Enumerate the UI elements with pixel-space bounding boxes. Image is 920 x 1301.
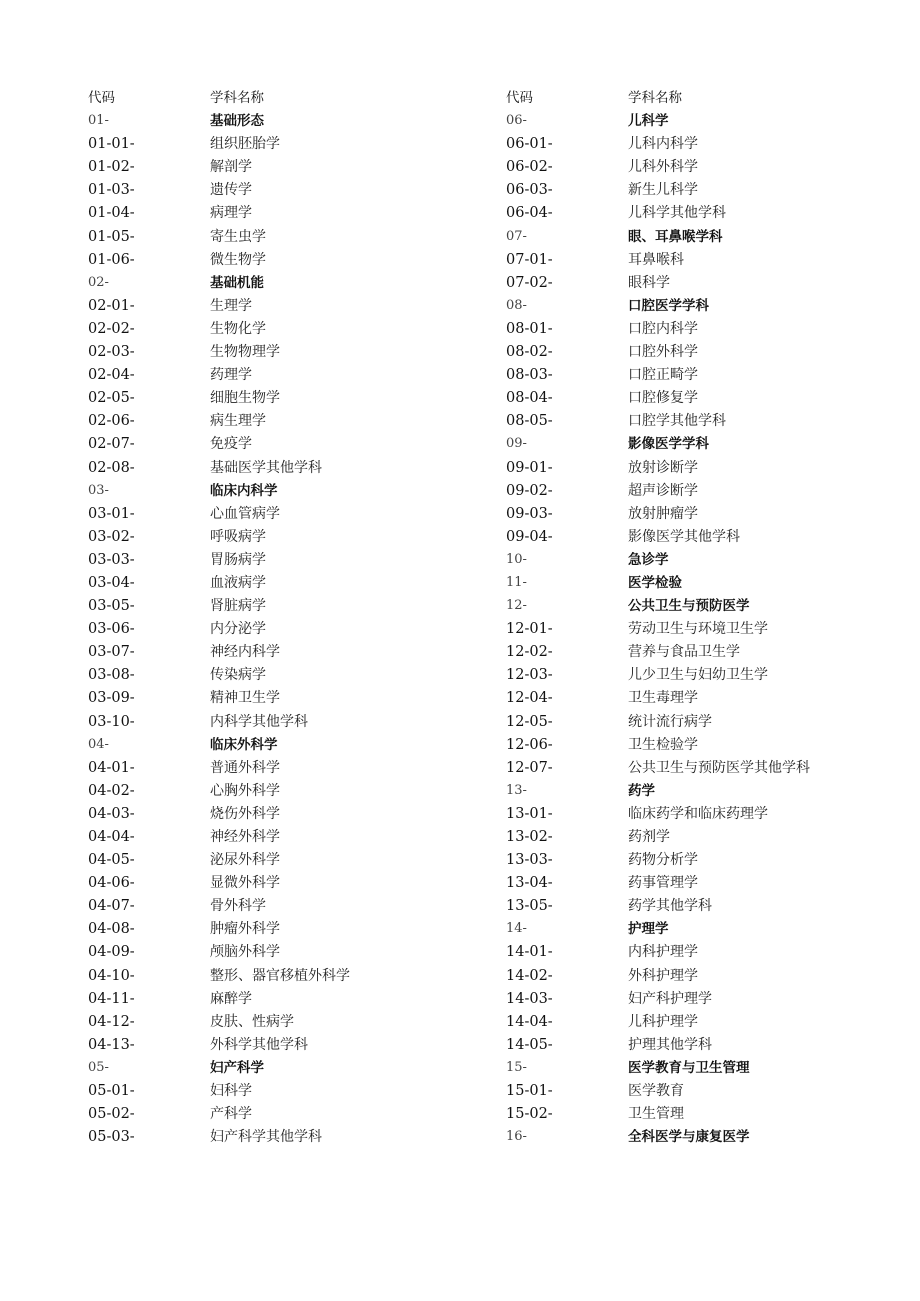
subject-name: 新生儿科学	[628, 182, 698, 199]
subject-name: 药事管理学	[628, 875, 698, 892]
subject-code: 12-01-	[506, 621, 553, 638]
subject-code: 09-03-	[506, 505, 553, 522]
subject-code: 13-05-	[506, 898, 553, 915]
subject-name: 细胞生物学	[210, 390, 280, 407]
subject-code: 07-01-	[506, 251, 553, 268]
subject-code: 03-01-	[88, 505, 135, 522]
subject-code: 03-09-	[88, 690, 135, 707]
subject-code: 12-03-	[506, 667, 553, 684]
subject-code: 13-04-	[506, 875, 553, 892]
subject-name: 儿科内科学	[628, 136, 698, 153]
subject-code: 06-02-	[506, 159, 553, 176]
subject-code: 04-13-	[88, 1036, 135, 1053]
subject-code: 05-02-	[88, 1106, 135, 1123]
subject-code: 01-04-	[88, 205, 135, 222]
subject-name: 儿科外科学	[628, 159, 698, 176]
subject-name: 生理学	[210, 297, 252, 314]
subject-name: 护理其他学科	[628, 1036, 712, 1053]
subject-name: 整形、器官移植外科学	[210, 967, 350, 984]
category-name: 急诊学	[628, 551, 669, 568]
subject-name: 神经外科学	[210, 829, 280, 845]
subject-name: 烧伤外科学	[210, 805, 280, 822]
subject-code: 13-	[506, 782, 527, 798]
subject-name: 泌尿外科学	[210, 852, 280, 869]
subject-name: 口腔正畸学	[628, 367, 698, 384]
subject-code: 03-07-	[88, 644, 135, 661]
code-header: 代码	[506, 90, 533, 106]
category-name: 医学检验	[628, 574, 682, 591]
subject-code: 04-12-	[88, 1013, 135, 1030]
subject-code: 03-	[88, 482, 109, 498]
subject-code: 09-01-	[506, 459, 553, 476]
subject-code: 12-04-	[506, 690, 553, 707]
subject-code: 01-05-	[88, 228, 135, 245]
subject-name: 血液病学	[210, 574, 266, 591]
subject-name: 劳动卫生与环境卫生学	[628, 621, 768, 638]
subject-code: 14-	[506, 921, 527, 937]
subject-name: 微生物学	[210, 251, 266, 268]
subject-name: 超声诊断学	[628, 482, 698, 499]
subject-code: 08-	[506, 297, 527, 313]
category-name: 医学教育与卫生管理	[628, 1059, 750, 1076]
subject-name: 神经内科学	[210, 644, 280, 661]
subject-name: 心胸外科学	[210, 782, 280, 799]
subject-name: 儿科学其他学科	[628, 205, 726, 222]
subject-code: 02-05-	[88, 390, 135, 407]
subject-code: 12-	[506, 598, 527, 614]
subject-name: 普通外科学	[210, 759, 280, 776]
category-name: 基础机能	[210, 274, 264, 291]
subject-name: 外科学其他学科	[210, 1036, 308, 1053]
subject-code: 16-	[506, 1129, 527, 1145]
subject-code: 14-03-	[506, 990, 553, 1007]
subject-code: 05-	[88, 1059, 109, 1075]
subject-code: 02-01-	[88, 297, 135, 314]
category-name: 妇产科学	[210, 1059, 264, 1076]
subject-name: 皮肤、性病学	[210, 1013, 294, 1030]
category-name: 口腔医学学科	[628, 297, 709, 314]
subject-code: 09-02-	[506, 482, 553, 499]
subject-name: 药理学	[210, 367, 252, 384]
subject-name: 组织胚胎学	[210, 136, 280, 153]
subject-code: 13-02-	[506, 829, 553, 845]
subject-code: 14-04-	[506, 1013, 553, 1030]
subject-name: 妇科学	[210, 1083, 252, 1100]
subject-code: 01-02-	[88, 159, 135, 176]
subject-name: 放射肿瘤学	[628, 505, 698, 522]
subject-code: 04-01-	[88, 759, 135, 776]
subject-name: 儿少卫生与妇幼卫生学	[628, 667, 768, 684]
subject-code: 05-01-	[88, 1083, 135, 1100]
subject-code: 04-06-	[88, 875, 135, 892]
subject-code: 02-07-	[88, 436, 135, 453]
subject-name: 病理学	[210, 205, 252, 222]
subject-code: 01-06-	[88, 251, 135, 268]
subject-name: 心血管病学	[210, 505, 280, 522]
subject-code: 01-03-	[88, 182, 135, 199]
subject-code: 02-	[88, 274, 109, 290]
subject-name: 免疫学	[210, 436, 252, 453]
subject-code: 12-07-	[506, 759, 553, 776]
subject-name: 医学教育	[628, 1083, 684, 1100]
subject-code: 09-	[506, 436, 527, 452]
subject-name: 寄生虫学	[210, 228, 266, 245]
subject-name: 药剂学	[628, 829, 670, 845]
subject-name: 精神卫生学	[210, 690, 280, 707]
subject-name: 胃肠病学	[210, 551, 266, 568]
subject-code: 04-08-	[88, 921, 135, 938]
subject-code: 10-	[506, 551, 527, 567]
subject-name: 卫生毒理学	[628, 690, 698, 707]
category-name: 眼、耳鼻喉学科	[628, 228, 723, 245]
subject-name: 呼吸病学	[210, 528, 266, 545]
name-header: 学科名称	[628, 90, 682, 106]
subject-code: 11-	[506, 574, 527, 590]
subject-code: 02-06-	[88, 413, 135, 430]
subject-code: 15-02-	[506, 1106, 553, 1123]
subject-name: 儿科护理学	[628, 1013, 698, 1030]
subject-code: 03-10-	[88, 713, 135, 730]
subject-name: 解剖学	[210, 159, 252, 176]
subject-code: 04-05-	[88, 852, 135, 869]
subject-code: 13-03-	[506, 852, 553, 869]
name-header: 学科名称	[210, 90, 264, 106]
subject-code: 06-04-	[506, 205, 553, 222]
subject-code: 04-03-	[88, 805, 135, 822]
subject-code: 03-06-	[88, 621, 135, 638]
category-name: 临床内科学	[210, 482, 278, 499]
subject-code: 15-	[506, 1059, 527, 1075]
subject-code: 03-04-	[88, 574, 135, 591]
category-name: 影像医学学科	[628, 436, 709, 453]
subject-code: 08-02-	[506, 344, 553, 361]
subject-name: 骨外科学	[210, 898, 266, 915]
subject-name: 妇产科学其他学科	[210, 1129, 322, 1146]
subject-name: 影像医学其他学科	[628, 528, 740, 545]
subject-code: 08-01-	[506, 320, 553, 337]
subject-name: 耳鼻喉科	[628, 251, 684, 268]
subject-code: 04-	[88, 736, 109, 752]
subject-name: 显微外科学	[210, 875, 280, 892]
subject-name: 内科护理学	[628, 944, 698, 961]
category-name: 公共卫生与预防医学	[628, 598, 750, 615]
subject-code: 12-02-	[506, 644, 553, 661]
subject-name: 药学其他学科	[628, 898, 712, 915]
subject-code: 03-08-	[88, 667, 135, 684]
subject-name: 颅脑外科学	[210, 944, 280, 961]
category-name: 儿科学	[628, 113, 669, 130]
subject-name: 生物化学	[210, 320, 266, 337]
subject-name: 放射诊断学	[628, 459, 698, 476]
category-name: 基础形态	[210, 113, 264, 130]
subject-name: 传染病学	[210, 667, 266, 684]
subject-code: 06-01-	[506, 136, 553, 153]
subject-name: 药物分析学	[628, 852, 698, 869]
subject-name: 内科学其他学科	[210, 713, 308, 730]
subject-code: 03-02-	[88, 528, 135, 545]
subject-code: 08-04-	[506, 390, 553, 407]
subject-code: 13-01-	[506, 805, 553, 822]
subject-name: 生物物理学	[210, 344, 280, 361]
subject-code: 01-01-	[88, 136, 135, 153]
subject-code: 02-08-	[88, 459, 135, 476]
subject-code: 03-05-	[88, 598, 135, 615]
subject-name: 外科护理学	[628, 967, 698, 984]
subject-name: 口腔外科学	[628, 344, 698, 361]
subject-name: 临床药学和临床药理学	[628, 805, 768, 822]
subject-code: 02-02-	[88, 320, 135, 337]
subject-name: 产科学	[210, 1106, 252, 1123]
subject-code: 04-10-	[88, 967, 135, 984]
subject-name: 口腔修复学	[628, 390, 698, 407]
subject-name: 营养与食品卫生学	[628, 644, 740, 661]
subject-code: 07-02-	[506, 274, 553, 291]
subject-code: 14-05-	[506, 1036, 553, 1053]
category-name: 护理学	[628, 921, 669, 938]
subject-name: 内分泌学	[210, 621, 266, 638]
subject-code: 02-04-	[88, 367, 135, 384]
subject-name: 口腔学其他学科	[628, 413, 726, 430]
subject-code: 06-03-	[506, 182, 553, 199]
category-name: 全科医学与康复医学	[628, 1129, 750, 1146]
subject-name: 口腔内科学	[628, 320, 698, 337]
subject-code: 08-05-	[506, 413, 553, 430]
subject-name: 病生理学	[210, 413, 266, 430]
subject-name: 卫生检验学	[628, 736, 698, 753]
subject-code: 15-01-	[506, 1083, 553, 1100]
subject-code: 07-	[506, 228, 527, 244]
subject-name: 卫生管理	[628, 1106, 684, 1123]
subject-name: 肾脏病学	[210, 598, 266, 615]
subject-code: 01-	[88, 113, 109, 129]
subject-code: 03-03-	[88, 551, 135, 568]
subject-code: 12-06-	[506, 736, 553, 753]
subject-code: 02-03-	[88, 344, 135, 361]
subject-code: 08-03-	[506, 367, 553, 384]
category-name: 药学	[628, 782, 655, 799]
subject-name: 眼科学	[628, 274, 670, 291]
subject-code: 04-04-	[88, 829, 135, 845]
subject-name: 基础医学其他学科	[210, 459, 322, 476]
subject-name: 妇产科护理学	[628, 990, 712, 1007]
category-name: 临床外科学	[210, 736, 278, 753]
subject-code: 12-05-	[506, 713, 553, 730]
code-header: 代码	[88, 90, 115, 106]
subject-code: 05-03-	[88, 1129, 135, 1146]
subject-code: 04-09-	[88, 944, 135, 961]
subject-code: 04-11-	[88, 990, 135, 1007]
subject-code: 09-04-	[506, 528, 553, 545]
subject-code: 04-02-	[88, 782, 135, 799]
subject-name: 肿瘤外科学	[210, 921, 280, 938]
subject-name: 麻醉学	[210, 990, 252, 1007]
subject-code: 06-	[506, 113, 527, 129]
subject-name: 公共卫生与预防医学其他学科	[628, 759, 810, 776]
subject-code: 04-07-	[88, 898, 135, 915]
subject-code: 14-02-	[506, 967, 553, 984]
subject-name: 统计流行病学	[628, 713, 712, 730]
subject-name: 遗传学	[210, 182, 252, 199]
subject-code: 14-01-	[506, 944, 553, 961]
